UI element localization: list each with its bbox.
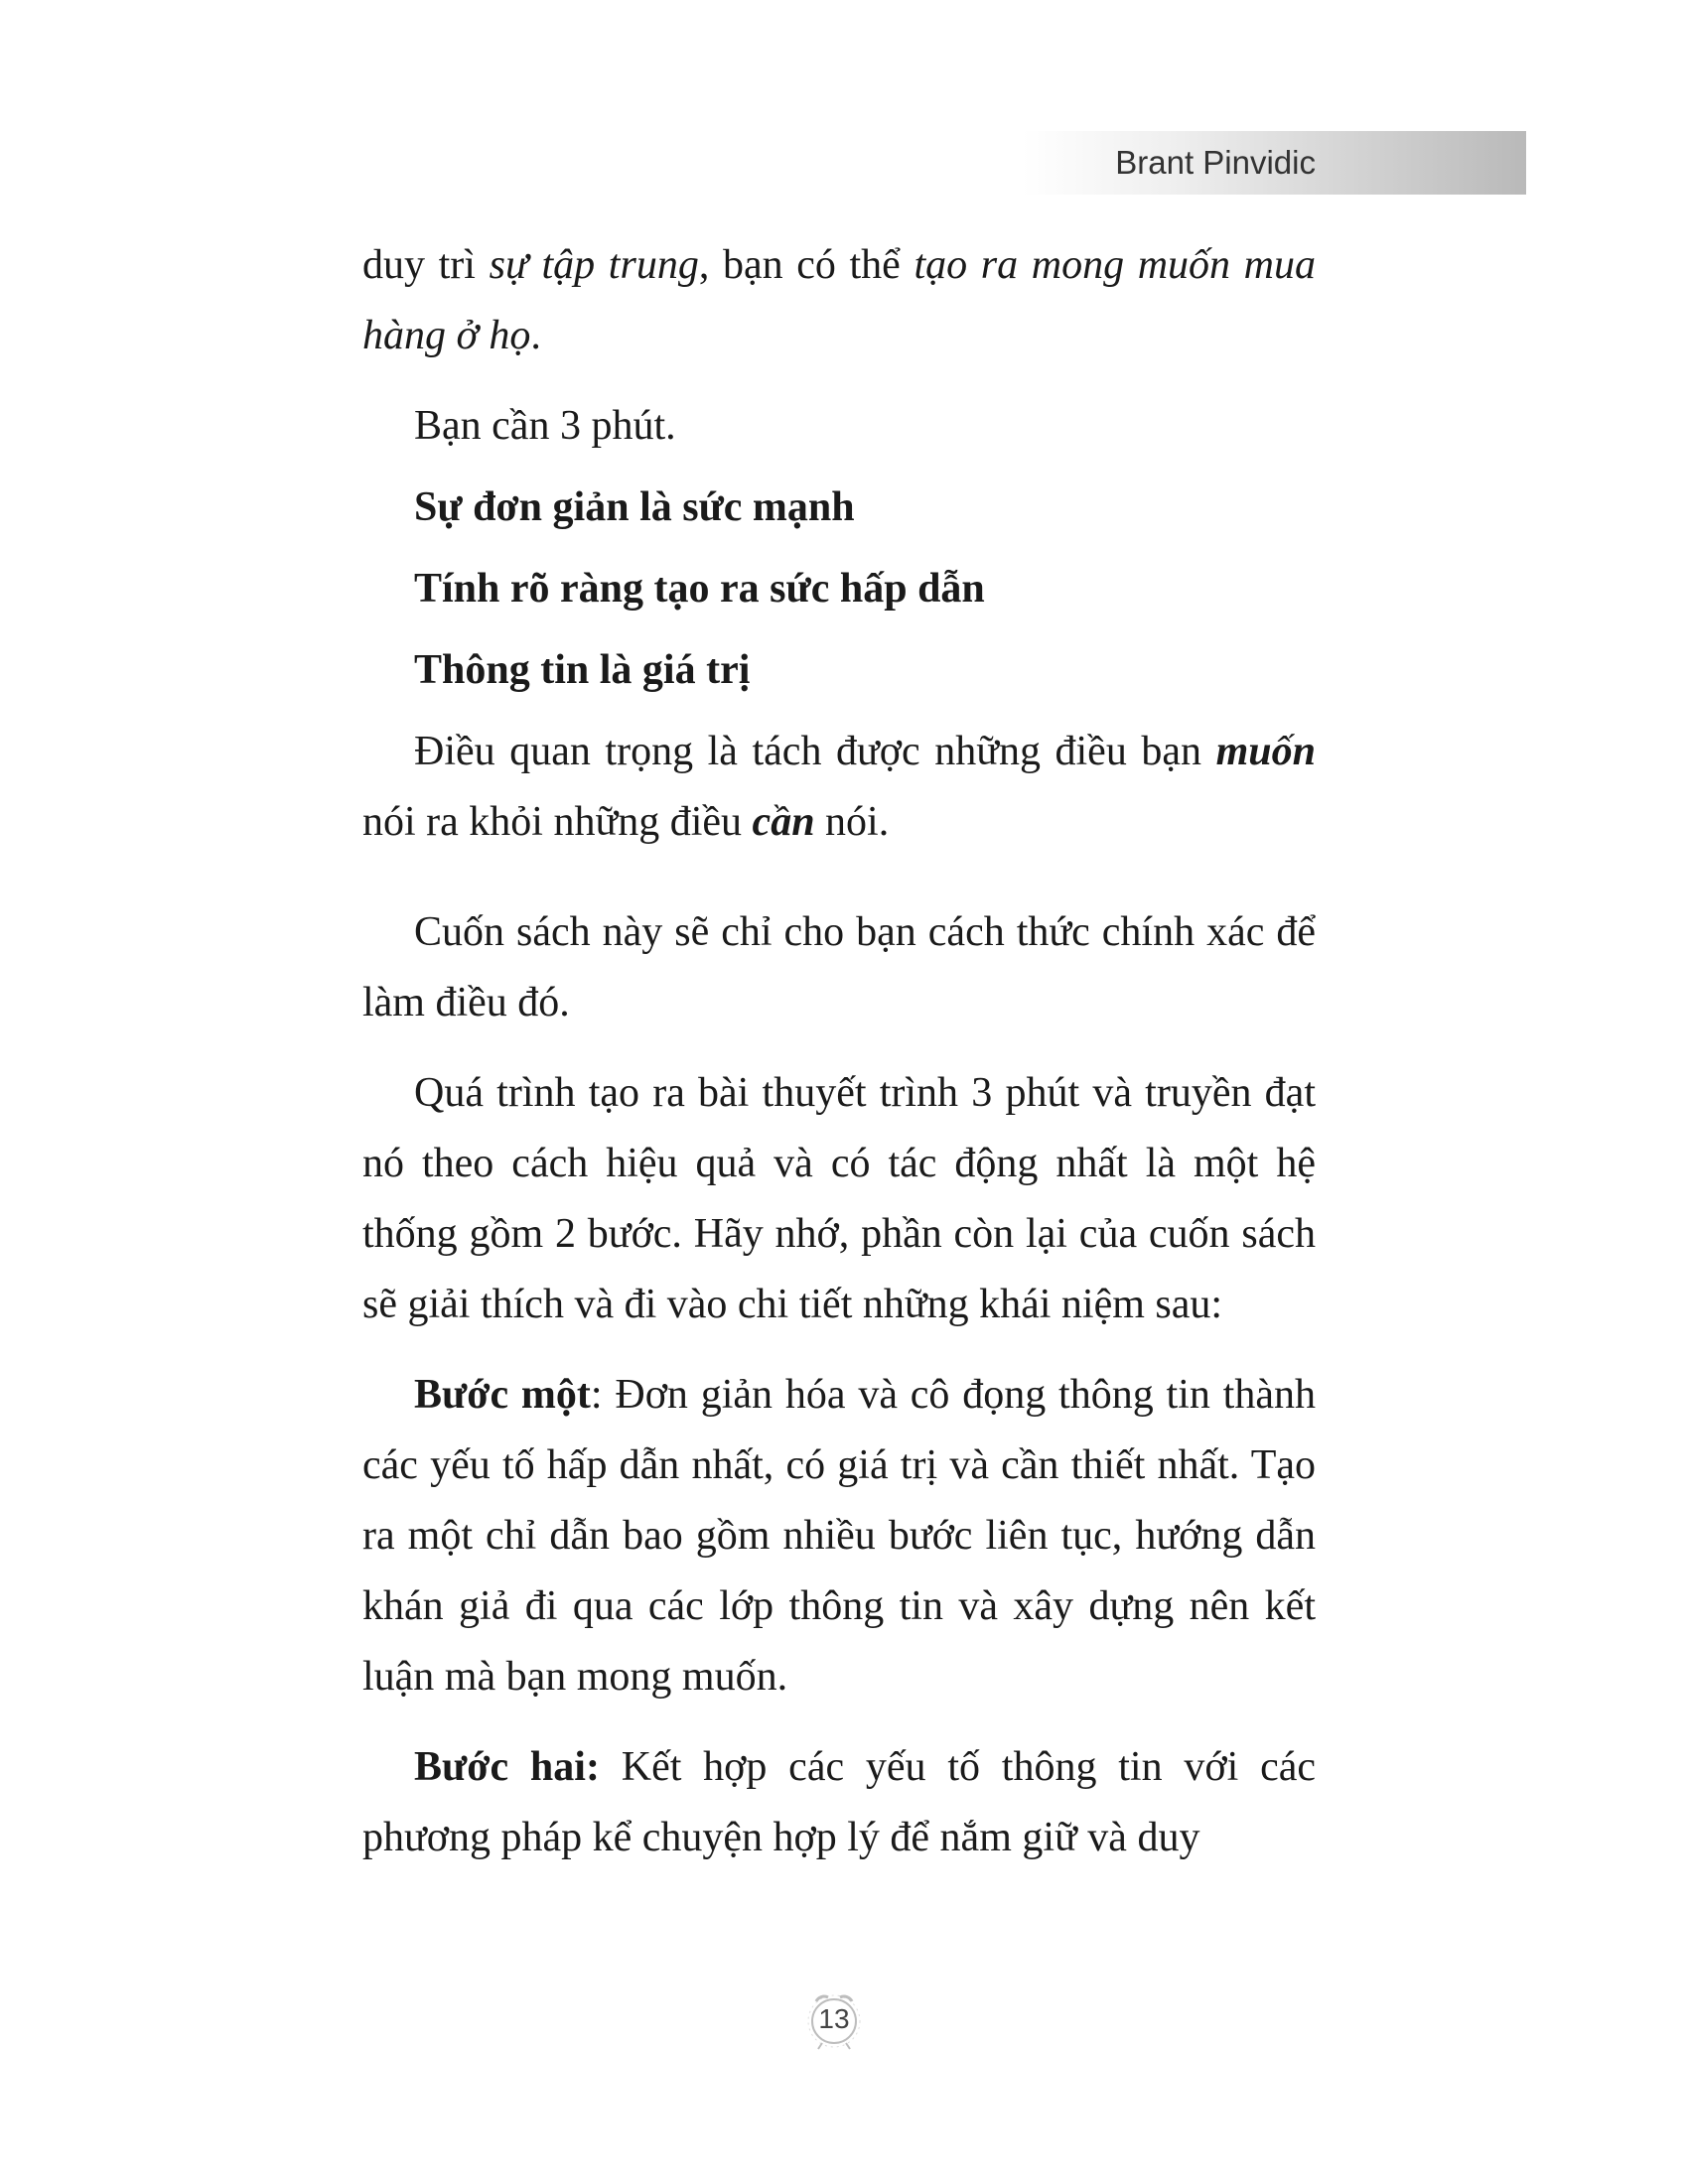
paragraph-want-vs-need bbox=[362, 717, 1316, 858]
text-run: duy trì bbox=[362, 242, 490, 288]
text-run: nói. bbox=[814, 799, 890, 845]
page-number: 13 bbox=[818, 2003, 850, 2034]
paragraph-two-step-system: Quá trình tạo ra bài thuyết trình 3 phút và truyền đạt nó theo cách hiệu quả và có tác động nhất là một hệ thống gồm 2 bước. Hãy nhớ, phần còn lại của cuốn sách sẽ giải thích và đi vào chi tiết những khái niệm sau: bbox=[362, 1070, 1316, 1327]
text-run: . bbox=[530, 313, 541, 358]
paragraph-3-minutes: Bạn cần 3 phút. bbox=[414, 403, 676, 449]
paragraph-step-two bbox=[362, 1732, 1316, 1873]
header-author: Brant Pinvidic bbox=[1115, 144, 1316, 181]
text-run: Kết hợp các yếu tố thông tin với các phương pháp kể chuyện hợp lý để nắm giữ và duy bbox=[362, 1744, 1316, 1860]
bold-italic-run: cần bbox=[752, 799, 815, 845]
text-run: , bạn có thể bbox=[698, 242, 914, 288]
bold-statement-clarity: Tính rõ ràng tạo ra sức hấp dẫn bbox=[414, 566, 985, 612]
bold-italic-run: muốn bbox=[1215, 729, 1316, 774]
step-two-label: Bước hai: bbox=[414, 1744, 600, 1790]
step-one-label: Bước một bbox=[414, 1372, 591, 1418]
paragraph-this-book: Cuốn sách này sẽ chỉ cho bạn cách thức chính xác để làm điều đó. bbox=[362, 909, 1316, 1025]
italic-run: tạo ra mong muốn mua hàng ở họ bbox=[362, 242, 1317, 358]
italic-run: sự tập trung bbox=[489, 242, 699, 288]
text-run: : Đơn giản hóa và cô đọng thông tin thành các yếu tố hấp dẫn nhất, có giá trị và cần thiết nhất. Tạo ra một chỉ dẫn bao gồm nhiều bước liên tục, hướng dẫn khán giả đi qua các lớp thông tin và xây dựng nên kết luận mà bạn mong muốn. bbox=[362, 1372, 1316, 1700]
page-footer bbox=[794, 1983, 874, 2055]
running-header bbox=[1023, 131, 1526, 195]
page-body bbox=[362, 230, 1316, 1893]
paragraph-continued bbox=[362, 230, 1316, 371]
paragraph-step-one bbox=[362, 1360, 1316, 1712]
bold-statement-information: Thông tin là giá trị bbox=[414, 647, 751, 693]
text-run: nói ra khỏi những điều bbox=[362, 799, 753, 845]
text-run: Điều quan trọng là tách được những điều bạn bbox=[414, 729, 1216, 774]
bold-statement-simplicity: Sự đơn giản là sức mạnh bbox=[414, 484, 855, 530]
